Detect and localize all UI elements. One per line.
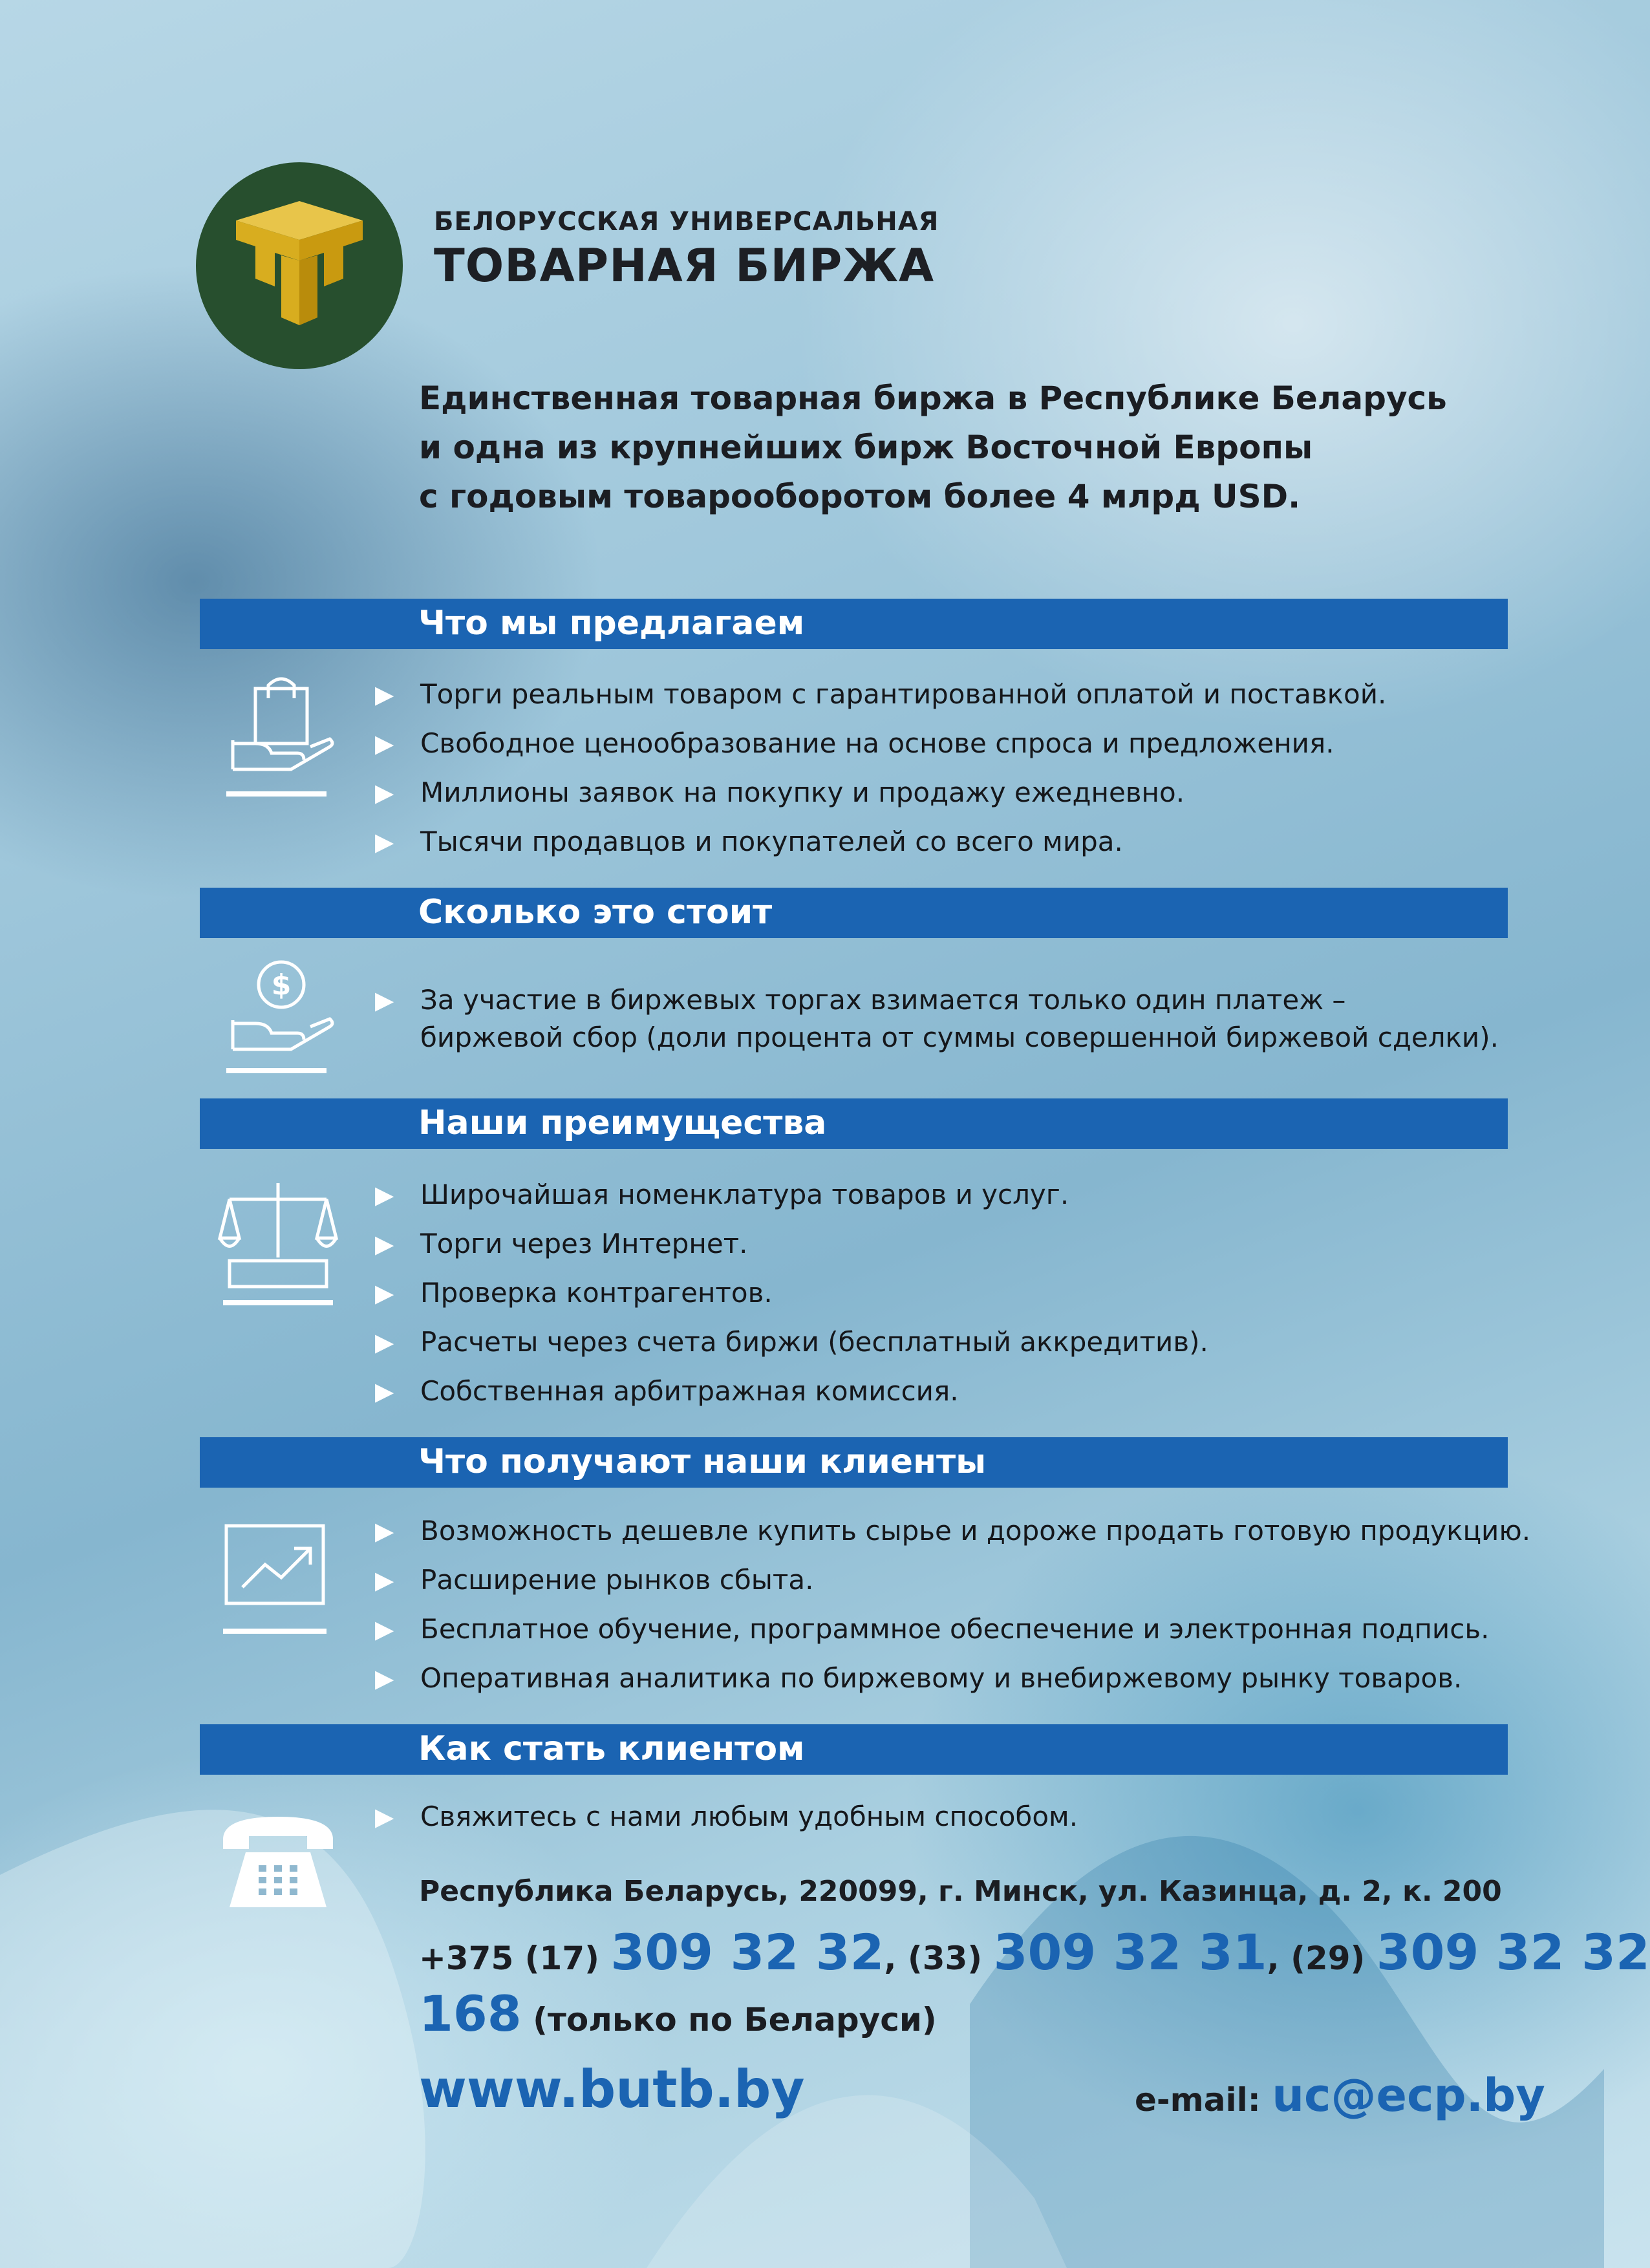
arrow-bullet-icon: ▶ — [375, 986, 394, 1014]
email-link[interactable]: uc@ecp.by — [1272, 2069, 1545, 2122]
section-title: Что мы предлагаем — [418, 604, 805, 643]
phone-link[interactable]: 309 32 32 — [1376, 1923, 1650, 1981]
list-item: ▶ Оперативная аналитика по биржевому и внебиржевому рынку товаров. — [375, 1654, 1530, 1703]
section-header-become-client — [200, 1724, 1508, 1775]
logo-emblem — [196, 162, 403, 369]
section-header-cost — [200, 888, 1508, 938]
arrow-bullet-icon: ▶ — [375, 729, 394, 758]
section-title: Что получают наши клиенты — [418, 1442, 987, 1481]
arrow-bullet-icon: ▶ — [375, 828, 394, 856]
arrow-bullet-icon: ▶ — [375, 1377, 394, 1406]
list-item: ▶ Возможность дешевле купить сырье и дороже продать готовую продукцию. — [375, 1506, 1530, 1556]
arrow-bullet-icon: ▶ — [375, 680, 394, 709]
arrow-bullet-icon: ▶ — [375, 1566, 394, 1594]
list-item: ▶ Собственная арбитражная комиссия. — [375, 1367, 1208, 1416]
phone-link[interactable]: 309 32 32 — [610, 1923, 884, 1981]
short-number-line — [419, 1985, 937, 2042]
section-header-clients-get — [200, 1437, 1508, 1488]
list-item: ▶ Миллионы заявок на покупку и продажу ежедневно. — [375, 768, 1386, 817]
coin-hand-icon — [220, 956, 336, 1081]
section-title: Наши преимущества — [418, 1104, 827, 1142]
arrow-bullet-icon: ▶ — [375, 1615, 394, 1643]
short-number-note: (только по Беларуси) — [521, 2001, 937, 2038]
address: Республика Беларусь, 220099, г. Минск, ул. Казинца, д. 2, к. 200 — [419, 1875, 1502, 1908]
email-label: e-mail: — [1135, 2081, 1272, 2119]
scales-icon — [220, 1180, 336, 1312]
clients-get-list — [375, 1506, 1530, 1703]
section-title: Сколько это стоит — [418, 893, 773, 932]
intro-line: с годовым товарооборотом более 4 млрд USD. — [419, 478, 1301, 515]
list-item: ▶ Широчайшая номенклатура товаров и услуг. — [375, 1170, 1208, 1219]
arrow-bullet-icon: ▶ — [375, 1664, 394, 1693]
list-item: ▶ Тысячи продавцов и покупателей со всего мира. — [375, 817, 1386, 866]
advantages-list — [375, 1170, 1208, 1416]
svg-text:$: $ — [271, 968, 292, 1001]
arrow-bullet-icon: ▶ — [375, 1279, 394, 1307]
telephone-icon — [220, 1810, 336, 1916]
logo-title-line2: ТОВАРНАЯ БИРЖА — [434, 239, 935, 292]
section-header-offer — [200, 599, 1508, 649]
intro-line: и одна из крупнейших бирж Восточной Европы — [419, 429, 1313, 466]
phone-link[interactable]: 309 32 31 — [993, 1923, 1267, 1981]
arrow-bullet-icon: ▶ — [375, 1803, 394, 1831]
short-number[interactable]: 168 — [419, 1985, 522, 2042]
arrow-bullet-icon: ▶ — [375, 1328, 394, 1356]
list-item: ▶ Торги реальным товаром с гарантированной оплатой и поставкой. — [375, 670, 1386, 719]
arrow-bullet-icon: ▶ — [375, 1181, 394, 1209]
arrow-bullet-icon: ▶ — [375, 778, 394, 807]
phone-numbers: +375 (17) 309 32 32, (33) 309 32 31, (29) 309 32 32 — [419, 1923, 1650, 1981]
list-item: ▶ За участие в биржевых торгах взимается только один платеж – биржевой сбор (доли процента от суммы совершенной биржевой сделки). — [375, 981, 1499, 1056]
logo-title-line1: БЕЛОРУССКАЯ УНИВЕРСАЛЬНАЯ — [434, 207, 939, 237]
list-item: ▶ Расчеты через счета биржи (бесплатный аккредитив). — [375, 1318, 1208, 1367]
intro-text — [419, 374, 1447, 521]
arrow-bullet-icon: ▶ — [375, 1230, 394, 1258]
growth-chart-icon — [220, 1523, 336, 1642]
logo-cube-icon — [222, 188, 377, 343]
list-item: ▶ Свободное ценообразование на основе спроса и предложения. — [375, 719, 1386, 768]
intro-line: Единственная товарная биржа в Республике Беларусь — [419, 380, 1447, 417]
cost-list — [375, 981, 1499, 1056]
website-link[interactable]: www.butb.by — [419, 2059, 805, 2119]
section-header-advantages — [200, 1098, 1508, 1149]
shopping-bag-hand-icon — [220, 672, 336, 804]
arrow-bullet-icon: ▶ — [375, 1517, 394, 1545]
become-client-list — [375, 1792, 1078, 1841]
list-item: ▶ Торги через Интернет. — [375, 1219, 1208, 1268]
section-title: Как стать клиентом — [418, 1729, 805, 1768]
offer-list — [375, 670, 1386, 866]
list-item: ▶ Бесплатное обучение, программное обеспечение и электронная подпись. — [375, 1605, 1530, 1654]
list-item: ▶ Проверка контрагентов. — [375, 1268, 1208, 1318]
list-item: ▶ Расширение рынков сбыта. — [375, 1556, 1530, 1605]
list-item: ▶ Свяжитесь с нами любым удобным способом. — [375, 1792, 1078, 1841]
email-line — [1135, 2069, 1545, 2122]
